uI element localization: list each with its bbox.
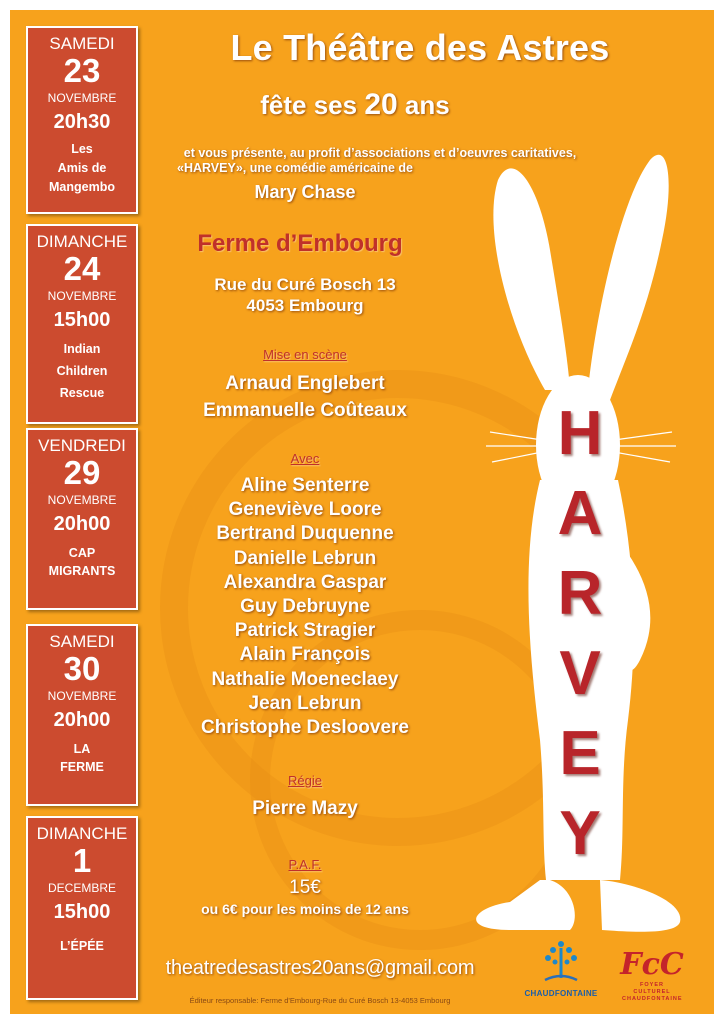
- org-line: Rescue: [59, 386, 105, 400]
- harvey-letter: E: [559, 719, 601, 788]
- cast-heading: Avec: [290, 451, 320, 466]
- poster-sheet: [10, 10, 714, 1014]
- date-organisation: [28, 140, 136, 197]
- date-box-4: [26, 624, 138, 806]
- org-line: Les: [71, 142, 93, 156]
- chaudfontaine-logo: [524, 938, 598, 998]
- page-title: Le Théâtre des Astres: [230, 27, 610, 68]
- cast-member: Danielle Lebrun: [233, 547, 377, 569]
- date-day: SAMEDI: [49, 34, 115, 53]
- venue-street: Rue du Curé Bosch 13: [214, 275, 396, 294]
- direction-heading: Mise en scène: [263, 347, 347, 362]
- date-time: 20h00: [53, 709, 111, 731]
- date-box-5: [26, 816, 138, 1000]
- chaudfontaine-label: CHAUDFONTAINE: [524, 989, 598, 998]
- fcc-logo: [610, 947, 694, 1003]
- venue-city: 4053 Embourg: [246, 296, 364, 315]
- editor-line: Éditeur responsable: Ferme d'Embourg-Rue du Curé Bosch 13-4053 Embourg: [189, 996, 451, 1005]
- org-line: Children: [56, 364, 108, 378]
- cast-member: Patrick Stragier: [234, 620, 376, 642]
- date-month: NOVEMBRE: [47, 289, 117, 303]
- page-subtitle: [140, 88, 570, 122]
- date-month: NOVEMBRE: [47, 689, 117, 703]
- date-number: 24: [63, 250, 101, 287]
- cast-member: Jean Lebrun: [248, 692, 362, 714]
- cast-member: Bertrand Duquenne: [216, 523, 394, 545]
- regie-heading: Régie: [288, 773, 322, 788]
- cast-member: Alain François: [239, 644, 371, 666]
- harvey-letter: R: [557, 559, 603, 628]
- tree-icon: [541, 938, 581, 984]
- date-number: 23: [63, 52, 101, 89]
- cast-member: Christophe Desloovere: [201, 717, 409, 739]
- date-number: 1: [72, 842, 92, 879]
- fcc-mark: FcC: [620, 947, 684, 982]
- contact-email: theatredesastres20ans@gmail.com: [165, 957, 475, 979]
- cast-member: Nathalie Moeneclaey: [211, 668, 399, 690]
- harvey-letter: H: [557, 399, 603, 468]
- org-line: LA: [73, 742, 91, 756]
- date-organisation: [28, 936, 136, 956]
- date-time: 15h00: [53, 309, 111, 331]
- org-line: CAP: [68, 546, 96, 560]
- date-day: DIMANCHE: [36, 824, 128, 843]
- paf-reduced: ou 6€ pour les moins de 12 ans: [201, 901, 409, 917]
- org-line: FERME: [60, 760, 104, 774]
- date-box-2: [26, 224, 138, 424]
- fcc-text: FOYER CULTUREL CHAUDFONTAINE: [622, 982, 683, 1002]
- date-box-3: [26, 428, 138, 610]
- harvey-title: [530, 394, 630, 874]
- direction-list: [150, 370, 460, 424]
- date-month: NOVEMBRE: [47, 91, 117, 105]
- harvey-letter: A: [557, 479, 603, 548]
- date-time: 15h00: [53, 901, 111, 923]
- paf-price: 15€: [289, 877, 321, 898]
- regie-name: Pierre Mazy: [252, 798, 358, 819]
- subtitle-text: ans: [397, 90, 450, 120]
- date-organisation: [28, 544, 136, 580]
- author-name: Mary Chase: [254, 182, 356, 202]
- date-number: 29: [63, 454, 101, 491]
- org-line: L’ÉPÉE: [60, 939, 104, 953]
- cast-member: Geneviève Loore: [228, 499, 382, 521]
- org-line: MIGRANTS: [48, 564, 116, 578]
- subtitle-number: 20: [364, 88, 398, 121]
- intro-line-1: et vous présente, au profit d’associations et d’oeuvres caritatives,: [183, 146, 577, 160]
- date-month: DECEMBRE: [47, 881, 116, 895]
- paf-heading: P.A.F.: [288, 857, 322, 872]
- date-box-1: [26, 26, 138, 214]
- date-organisation: [28, 740, 136, 776]
- org-line: Indian: [63, 342, 101, 356]
- director-name: Arnaud Englebert: [225, 373, 385, 394]
- date-number: 30: [63, 650, 101, 687]
- org-line: Amis de: [57, 161, 107, 175]
- date-organisation: [28, 338, 136, 404]
- subtitle-text: fête ses: [260, 90, 365, 120]
- date-day: VENDREDI: [38, 436, 126, 455]
- cast-member: Alexandra Gaspar: [223, 571, 387, 593]
- cast-member: Aline Senterre: [240, 475, 370, 496]
- cast-member: Guy Debruyne: [240, 596, 370, 618]
- cast-list: [150, 474, 460, 740]
- date-day: DIMANCHE: [36, 232, 128, 251]
- intro-line-2: «HARVEY», une comédie américaine de: [177, 161, 413, 175]
- venue-name: Ferme d’Embourg: [197, 230, 403, 257]
- harvey-letter: Y: [559, 799, 601, 868]
- date-time: 20h30: [53, 111, 111, 133]
- date-month: NOVEMBRE: [47, 493, 117, 507]
- director-name: Emmanuelle Coûteaux: [203, 400, 407, 421]
- date-day: SAMEDI: [49, 632, 115, 651]
- date-time: 20h00: [53, 513, 111, 535]
- harvey-letter: V: [559, 639, 601, 708]
- org-line: Mangembo: [49, 180, 115, 194]
